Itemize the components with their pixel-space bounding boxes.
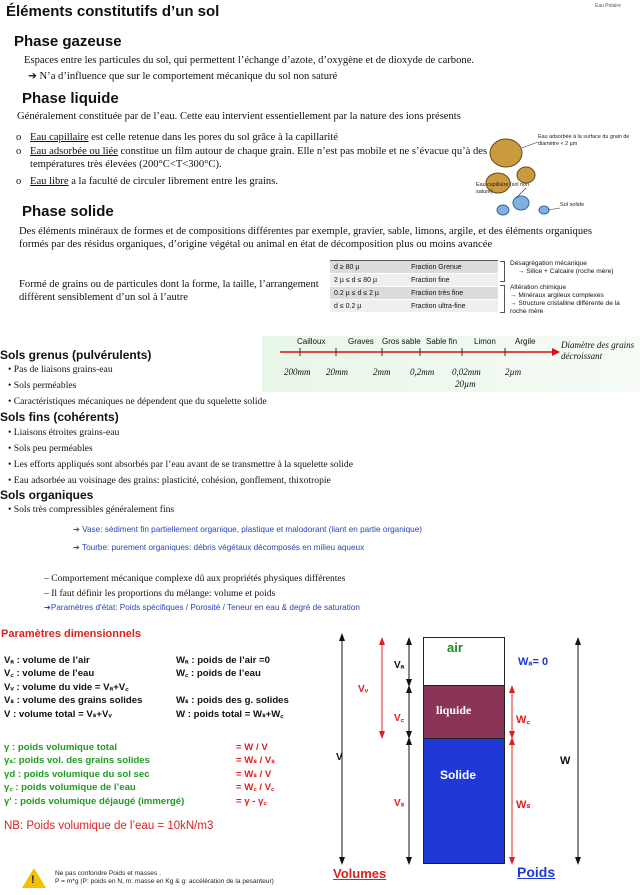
nb-note: NB: Poids volumique de l’eau = 10kN/m3	[4, 820, 214, 832]
w-solid-label: Wₛ	[516, 799, 531, 811]
grain-fraction-table	[330, 260, 498, 313]
solide-label: Solide	[440, 768, 477, 782]
def-row: Vₐ : volume de l’air Wₐ : poids de l’air =0	[4, 655, 270, 666]
mechanical-note: Désagrégation mécanique → Silice + Calcaire (roche mère)	[510, 260, 614, 275]
grain-3	[517, 167, 535, 183]
tourbe-line: ➔ Tourbe: purement organiques: débris végétaux décomposés en milieu aqueux	[73, 543, 365, 552]
capillary-label: Eau capillaire (sol non saturé)	[476, 182, 530, 195]
def-row: V꜀ : volume de l’eau W꜀ : poids de l’eau	[4, 668, 261, 680]
liquid-phase-text: Généralement constituée par de l’eau. Cette eau intervient essentiellement par la nature des ions présents	[17, 111, 461, 122]
list-item: • Eau adsorbée au voisinage des grains: plasticité, cohésion, gonflement, thixotropie	[8, 475, 331, 486]
solid-phase-text: Des éléments minéraux de formes et de compositions différentes par exemple, gravier, sable, limons, argile, et des éléments organiques formés par des résidus organiques, d’origine végétal ou animal en état de décomposition plus ou moins avancée	[19, 226, 592, 250]
liquide-label: liquide	[436, 703, 472, 717]
solid-phase-text-2: Formé de grains ou de particules dont la forme, la taille, l’arrangement diffèrent sensiblement d’un sol à l’autre	[19, 279, 319, 303]
solid-phase-title: Phase solide	[22, 203, 114, 220]
adsorbed-label: Eau adsorbée à la surface du grain de diamètre < 2 µm	[538, 134, 630, 147]
list-item: • Les efforts appliqués sont absorbés par l’eau avant de se transmettre à la squelette solide	[8, 459, 353, 470]
capillary-text: est celle retenue dans les pores du sol grâce à la capillarité	[88, 132, 338, 143]
scale-name-graves: Graves	[348, 337, 374, 346]
chemical-note: Altération chimique → Minéraux argileux complexes → Structure cristalline différente de la roche mère	[510, 284, 620, 315]
gas-phase-title: Phase gazeuse	[14, 33, 122, 50]
list-item: • Caractéristiques mécaniques ne dépendent que du squelette solide	[8, 396, 267, 407]
bracket-mechanical	[500, 261, 505, 282]
table-row: 0.2 µ ≤ d ≤ 2 µ Fraction très fine	[330, 287, 498, 300]
dims-defs	[4, 654, 334, 721]
grain-6	[539, 206, 549, 214]
gas-phase-text: Espaces entre les particules du sol, qui permettent l’échange d’azote, d’oxygène et de dioxyde de carbone.	[24, 55, 475, 66]
water-grains-figure	[476, 128, 636, 220]
table-row: 2 µ ≤ d ≤ 80 µ Fraction fine	[330, 274, 498, 287]
organiques-list	[8, 504, 408, 516]
v-void-label: Vᵥ	[358, 684, 369, 695]
list-item: • Sols peu perméables	[8, 443, 93, 454]
dash-line-1: – Comportement mécanique complexe dû aux propriétés physiques différentes	[44, 573, 346, 584]
def-row: Vᵥ : volume du vide = Vₐ+V꜀	[4, 681, 129, 693]
grenus-title: Sols grenus (pulvérulents)	[0, 348, 152, 362]
organiques-title: Sols organiques	[0, 488, 94, 502]
v-solid-label: Vₛ	[394, 798, 405, 809]
dash-line-2: – Il faut définir les proportions du mélange: volume et poids	[44, 588, 276, 599]
solid-label: Sol solide	[560, 202, 585, 208]
table-row: d ≤ 0.2 µ Fraction ultra-fine	[330, 300, 498, 313]
fins-title: Sols fins (cohérents)	[0, 410, 119, 424]
vase-line: ➔ Vase: sédiment fin partiellement organique, plastique et malodorant (liant en partie organique)	[73, 525, 422, 534]
gas-phase-note: ➔ N’a d’influence que sur le comportement mécanique du sol non saturé	[28, 71, 338, 82]
dims-title: Paramètres dimensionnels	[1, 628, 142, 640]
air-label: air	[447, 640, 463, 655]
w-total-label: W	[560, 755, 571, 767]
dimension-arrows	[330, 625, 640, 870]
scale-size-0-2mm: 0,2mm	[410, 367, 435, 377]
scale-name-gros-sable: Gros sable	[382, 337, 421, 346]
grain-5	[497, 205, 509, 215]
v-air-label: Vₐ	[394, 660, 405, 671]
gamma-row: γ꜀ : poids volumique de l’eau = W꜀ / V꜀	[4, 782, 275, 794]
warning-text: Ne pas confondre Poids et masses . P = m*g (P: poids en N, m: masse en Kg & g: accélération de la pesanteur)	[55, 870, 274, 885]
table-row: d ≥ 80 µ Fraction Grenue	[330, 261, 498, 274]
free-water-term: Eau libre	[30, 176, 69, 187]
list-item: • Sols perméables	[8, 380, 77, 391]
scale-size-200mm: 200mm	[284, 367, 311, 377]
liquid-item-3: o Eau libre a la faculté de circuler librement entre les grains.	[16, 176, 278, 187]
list-item: • Pas de liaisons grains-eau	[8, 364, 113, 375]
grenus-list	[8, 364, 338, 408]
list-item: • Sols très compressibles généralement fins	[8, 504, 175, 515]
poids-caption: Poids	[517, 864, 556, 880]
adsorbed-term: Eau adsorbée ou liée	[30, 146, 118, 157]
scale-caption: Diamètre des grains décroissant	[561, 340, 635, 361]
v-water-label: V꜀	[394, 713, 405, 724]
grain-1	[490, 139, 522, 167]
scale-name-cailloux: Cailloux	[297, 337, 326, 346]
scale-size-2mm: 2mm	[373, 367, 391, 377]
corner-note: Eau Polaire	[595, 3, 621, 9]
scale-name-limon: Limon	[474, 337, 496, 346]
state-params-line: ➔Paramètres d'état: Poids spécifiques / Porosité / Teneur en eau & degré de saturation	[44, 603, 360, 612]
scale-size-20um: 20µm	[455, 379, 476, 389]
scale-size-0-02mm: 0,02mm	[452, 367, 481, 377]
warning-icon-mark: !	[31, 874, 35, 886]
scale-size-2um: 2µm	[505, 367, 522, 377]
page-title: Éléments constitutifs d’un sol	[6, 3, 220, 20]
volumes-caption: Volumes	[333, 866, 387, 881]
list-item: • Liaisons étroites grains-eau	[8, 427, 120, 438]
gamma-row: γₛ: poids vol. des grains solides = Wₛ / Vₛ	[4, 755, 275, 767]
liquid-item-2: o Eau adsorbée ou liée constitue un film autour de chaque grain. Elle n’est pas mobile et ne s’évacue qu’à des températures très élevées (200°C<T<300°C).	[16, 146, 488, 170]
free-water-text: a la faculté de circuler librement entre les grains.	[68, 176, 278, 187]
scale-name-sable-fin: Sable fin	[426, 337, 458, 346]
bracket-chemical	[500, 285, 505, 313]
scale-size-20mm: 20mm	[326, 367, 348, 377]
capillary-term: Eau capillaire	[30, 132, 89, 143]
def-row: V : volume total = Vₛ+Vᵥ W : poids total = Wₛ+W꜀	[4, 708, 284, 720]
v-total-label: V	[336, 752, 343, 763]
fins-list	[8, 427, 508, 487]
scale-name-argile: Argile	[515, 337, 536, 346]
adsorbed-text: constitue un film autour de chaque grain. Elle n’est pas mobile et ne s’évacue qu’à des températures très élevées (200°C<T<300°C).	[30, 146, 488, 170]
gamma-row: γ : poids volumique total = W / V	[4, 742, 268, 753]
liquid-item-1: o Eau capillaire est celle retenue dans les pores du sol grâce à la capillarité	[16, 132, 338, 143]
gamma-row: γ' : poids volumique déjaugé (immergé) = γ - γ꜀	[4, 795, 267, 807]
gamma-defs	[4, 741, 324, 808]
liquid-phase-title: Phase liquide	[22, 90, 119, 107]
def-row: Vₛ : volume des grains solides Wₛ : poids des g. solides	[4, 695, 289, 707]
w-water-label: W꜀	[516, 714, 531, 726]
gamma-row: γd : poids volumique du sol sec = Wₛ / V	[4, 768, 272, 780]
w-air-label: Wₐ= 0	[518, 656, 549, 668]
